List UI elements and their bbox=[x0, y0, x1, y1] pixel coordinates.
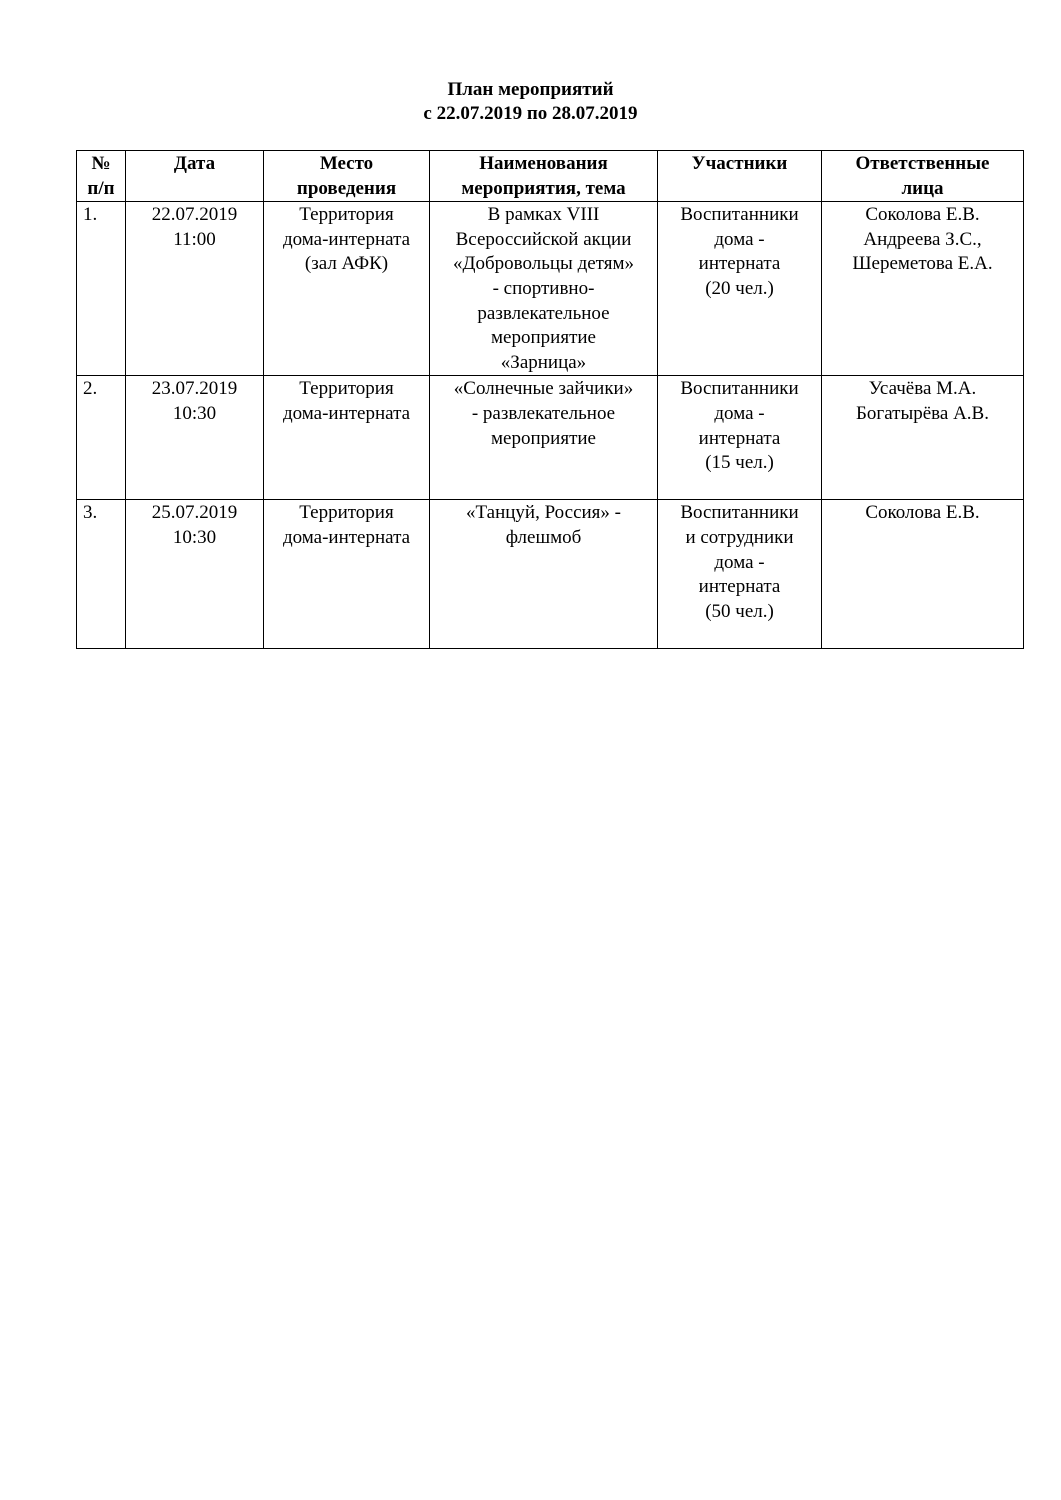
cell-text: «Зарница» bbox=[500, 351, 587, 373]
cell-text: 11:00 bbox=[173, 228, 216, 250]
cell-text: Богатырёва А.В. bbox=[856, 402, 989, 424]
cell-place bbox=[264, 376, 430, 500]
header-text: Наименования bbox=[479, 153, 608, 174]
cell-text: - спортивно- bbox=[492, 277, 595, 299]
header-text: п/п bbox=[87, 177, 115, 199]
header-num bbox=[77, 151, 126, 202]
cell-text: дома-интерната bbox=[282, 228, 411, 250]
cell-text: Андреева З.С., bbox=[863, 228, 982, 250]
cell-text: дома - bbox=[714, 402, 765, 424]
cell-text: 1. bbox=[83, 204, 98, 226]
table-row bbox=[77, 376, 1024, 500]
document-title bbox=[0, 78, 1061, 126]
cell-place bbox=[264, 202, 430, 376]
cell-text: интерната bbox=[698, 253, 781, 275]
cell-place bbox=[264, 500, 430, 649]
cell-text: «Солнечные зайчики» bbox=[453, 378, 634, 400]
cell-text: Территория bbox=[299, 378, 394, 400]
cell-text: и сотрудники bbox=[685, 526, 794, 548]
cell-text: (15 чел.) bbox=[705, 452, 774, 474]
cell-text: мероприятие bbox=[491, 427, 596, 449]
cell-text: флешмоб bbox=[505, 526, 582, 548]
events-table bbox=[76, 150, 1024, 649]
cell-responsible bbox=[822, 202, 1024, 376]
title-line-1: План мероприятий bbox=[447, 79, 614, 100]
cell-participants bbox=[658, 376, 822, 500]
cell-text: Усачёва М.А. bbox=[868, 378, 977, 400]
cell-num bbox=[77, 500, 126, 649]
cell-text: 23.07.2019 bbox=[151, 378, 238, 400]
cell-event bbox=[430, 376, 658, 500]
header-text: Дата bbox=[173, 153, 216, 174]
cell-text: «Танцуй, Россия» - bbox=[466, 502, 621, 524]
cell-event bbox=[430, 202, 658, 376]
cell-text: Территория bbox=[299, 204, 394, 226]
cell-text: Воспитанники bbox=[680, 502, 799, 524]
cell-participants bbox=[658, 202, 822, 376]
cell-num bbox=[77, 202, 126, 376]
cell-text: В рамках VIII bbox=[487, 204, 600, 226]
table-header-row bbox=[77, 151, 1024, 202]
cell-text: Воспитанники bbox=[680, 204, 799, 226]
cell-text: дома-интерната bbox=[282, 526, 411, 548]
cell-responsible bbox=[822, 500, 1024, 649]
cell-date bbox=[126, 376, 264, 500]
cell-date bbox=[126, 202, 264, 376]
header-text: проведения bbox=[296, 177, 397, 199]
cell-date bbox=[126, 500, 264, 649]
cell-text: Шереметова Е.А. bbox=[852, 253, 993, 275]
cell-participants bbox=[658, 500, 822, 649]
title-line-2: с 22.07.2019 по 28.07.2019 bbox=[423, 103, 638, 124]
cell-text: Воспитанники bbox=[680, 378, 799, 400]
cell-text: развлекательное bbox=[477, 302, 610, 324]
cell-text: 22.07.2019 bbox=[151, 204, 238, 226]
cell-text: Соколова Е.В. bbox=[865, 204, 980, 226]
cell-text: дома - bbox=[714, 551, 765, 573]
cell-event bbox=[430, 500, 658, 649]
cell-text: 25.07.2019 bbox=[151, 502, 238, 524]
cell-text: дома - bbox=[714, 228, 765, 250]
header-date bbox=[126, 151, 264, 202]
table-row bbox=[77, 500, 1024, 649]
header-text: мероприятия, тема bbox=[461, 177, 626, 199]
header-event bbox=[430, 151, 658, 202]
cell-text: Всероссийской акции bbox=[455, 228, 632, 250]
cell-text: мероприятие bbox=[491, 327, 596, 349]
cell-text: 10:30 bbox=[172, 402, 217, 424]
header-text: № bbox=[91, 153, 111, 174]
cell-text: Соколова Е.В. bbox=[865, 502, 980, 524]
header-place bbox=[264, 151, 430, 202]
cell-text: дома-интерната bbox=[282, 402, 411, 424]
cell-text: 10:30 bbox=[172, 526, 217, 548]
header-text: Ответственные bbox=[855, 153, 990, 174]
header-text: Место bbox=[319, 153, 374, 174]
header-responsible bbox=[822, 151, 1024, 202]
header-participants bbox=[658, 151, 822, 202]
cell-text: 3. bbox=[83, 502, 98, 524]
cell-text: (зал АФК) bbox=[304, 253, 389, 275]
cell-responsible bbox=[822, 376, 1024, 500]
header-text: лица bbox=[901, 177, 944, 199]
cell-text: (20 чел.) bbox=[705, 277, 774, 299]
cell-text: интерната bbox=[698, 427, 781, 449]
cell-text: - развлекательное bbox=[471, 402, 616, 424]
cell-text: интерната bbox=[698, 576, 781, 598]
table-row bbox=[77, 202, 1024, 376]
header-text: Участники bbox=[691, 153, 788, 174]
cell-text: «Добровольцы детям» bbox=[453, 253, 634, 275]
cell-num bbox=[77, 376, 126, 500]
cell-text: (50 чел.) bbox=[705, 600, 774, 622]
cell-text: 2. bbox=[83, 378, 98, 400]
cell-text: Территория bbox=[299, 502, 394, 524]
